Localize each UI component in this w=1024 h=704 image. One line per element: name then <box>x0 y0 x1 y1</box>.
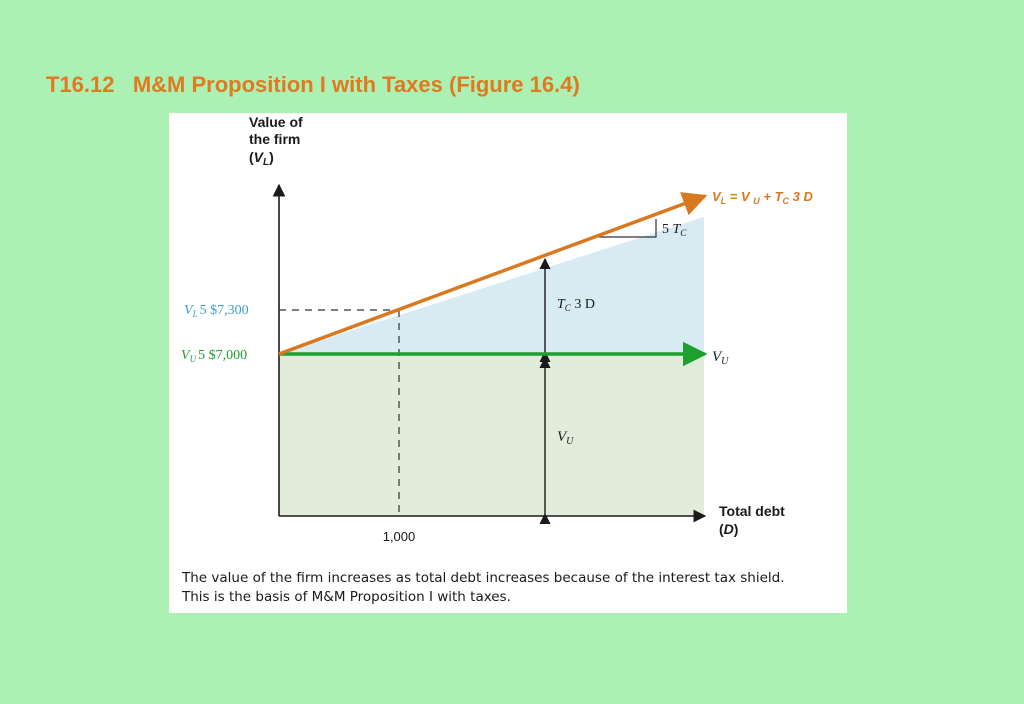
vu-area-label: $V_U$ <box>557 429 574 447</box>
caption-line-2: This is the basis of M&M Proposition I with taxes. <box>182 589 511 605</box>
figure-panel <box>169 113 847 613</box>
y-axis-label: Value of the firm $(V_L)$ <box>249 114 303 168</box>
vl-tick-label: $V_L$ 5 $7,300 <box>184 303 249 319</box>
caption-line-1: The value of the firm increases as total debt increases because of the interest tax shield. <box>182 570 785 586</box>
vu-line-label: $V_U$ <box>712 349 729 367</box>
tax-shield-label: $T_C$ 3 D <box>557 297 595 313</box>
x-axis-label: Total debt (D) <box>719 503 785 537</box>
slope-triangle <box>599 219 656 237</box>
slide-title: T16.12 M&M Proposition I with Taxes (Figure 16.4) <box>46 72 580 97</box>
x-tick-label: 1,000 <box>382 529 416 544</box>
vl-line-label: $V_L = V$ $_U + T_C$ 3 D <box>712 189 813 206</box>
figure-caption <box>182 569 842 607</box>
slope-label: 5 $T_C$ <box>662 222 687 238</box>
vu-tick-label: $V_U$ 5 $7,000 <box>181 348 248 364</box>
mm-proposition-diagram <box>169 113 847 563</box>
vu-area <box>279 354 704 516</box>
